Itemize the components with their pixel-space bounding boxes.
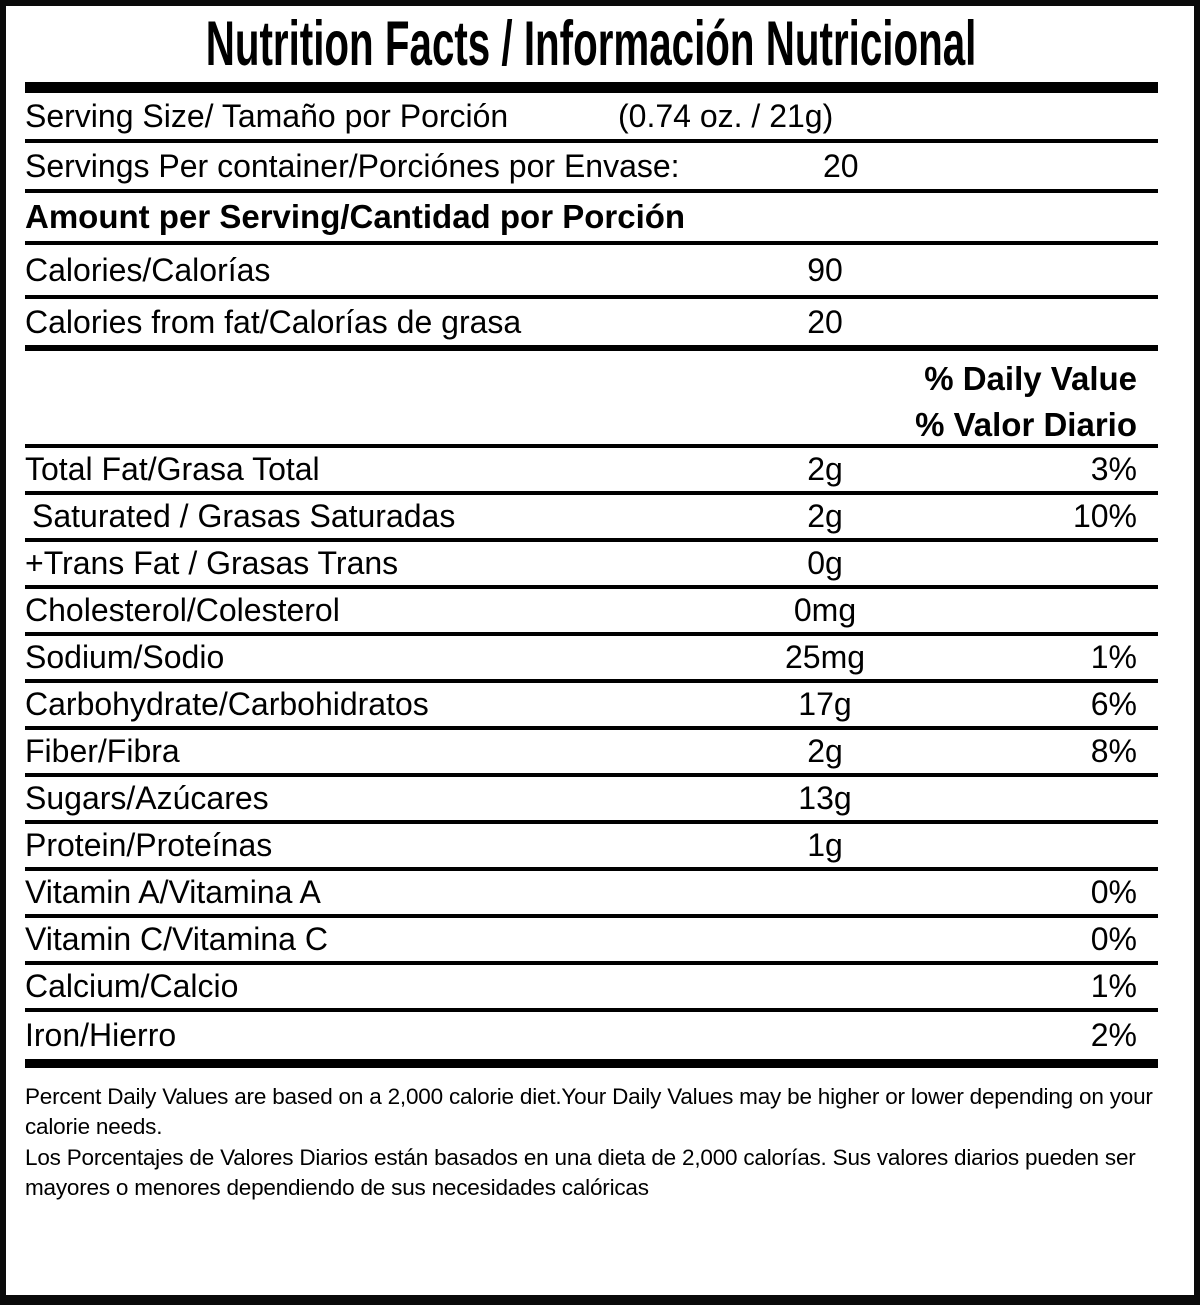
calories-label: Calories/Calorías [25, 251, 271, 288]
nutrient-daily-value: 1% [1090, 968, 1137, 1004]
nutrient-label: Saturated / Grasas Saturadas [32, 498, 456, 534]
nutrient-amount: 0mg [793, 592, 857, 628]
nutrient-row-fiber [25, 730, 1158, 777]
nutrient-amount: 13g [798, 780, 852, 816]
nutrient-row-trans-fat [25, 542, 1158, 589]
calories-row [25, 245, 1158, 299]
nutrient-row-total-fat [25, 448, 1158, 495]
nutrient-amount: 2g [807, 733, 843, 769]
nutrient-row-saturated-fat [25, 495, 1158, 542]
nutrient-daily-value: 10% [1072, 498, 1137, 534]
nutrient-label: +Trans Fat / Grasas Trans [25, 545, 399, 581]
nutrient-amount: 17g [798, 686, 852, 722]
header-divider-bar [25, 82, 1158, 93]
calories-from-fat-row [25, 299, 1158, 351]
nutrient-row-calcium [25, 965, 1158, 1012]
nutrient-daily-value: 0% [1090, 874, 1137, 910]
nutrient-amount: 25mg [784, 639, 866, 675]
daily-value-heading-en: % Daily Value [924, 359, 1137, 397]
nutrient-row-cholesterol [25, 589, 1158, 636]
serving-size-label: Serving Size/ Tamaño por Porción [25, 97, 509, 134]
nutrient-daily-value: 3% [1090, 451, 1137, 487]
nutrient-label: Total Fat/Grasa Total [25, 451, 320, 487]
nutrient-row-iron [25, 1012, 1158, 1059]
nutrient-row-sodium [25, 636, 1158, 683]
nutrient-row-vitamin-c [25, 918, 1158, 965]
daily-value-heading-es-row [25, 406, 1158, 448]
servings-per-container-row [25, 143, 1158, 193]
nutrient-daily-value: 2% [1090, 1017, 1137, 1053]
nutrient-label: Vitamin A/Vitamina A [25, 874, 321, 910]
amount-per-serving-heading-row [25, 193, 1158, 245]
daily-value-heading-es: % Valor Diario [915, 406, 1137, 443]
nutrient-amount: 2g [807, 498, 843, 534]
calories-from-fat-value: 20 [807, 303, 843, 340]
nutrient-daily-value: 8% [1090, 733, 1137, 769]
nutrient-row-protein [25, 824, 1158, 871]
servings-per-container-label: Servings Per container/Porciónes por Envase: [25, 147, 680, 184]
nutrient-label: Sodium/Sodio [25, 639, 225, 675]
nutrient-row-carbohydrate [25, 683, 1158, 730]
servings-per-container-value: 20 [823, 147, 859, 184]
nutrient-amount: 2g [807, 451, 843, 487]
nutrient-amount: 1g [807, 827, 843, 863]
footnote-english: Percent Daily Values are based on a 2,000 calorie diet.Your Daily Values may be higher or lower depending on your calorie needs. [25, 1084, 1153, 1140]
label-header [25, 6, 1158, 82]
nutrient-label: Vitamin C/Vitamina C [25, 921, 328, 957]
calories-from-fat-label: Calories from fat/Calorías de grasa [25, 303, 522, 340]
nutrient-daily-value: 1% [1090, 639, 1137, 675]
nutrient-row-sugars [25, 777, 1158, 824]
calories-value: 90 [807, 251, 843, 288]
footnote [25, 1082, 1158, 1204]
nutrient-label: Protein/Proteínas [25, 827, 273, 863]
nutrient-label: Cholesterol/Colesterol [25, 592, 340, 628]
serving-size-value: (0.74 oz. / 21g) [618, 97, 834, 134]
nutrient-label: Fiber/Fibra [25, 733, 180, 769]
nutrient-label: Calcium/Calcio [25, 968, 239, 1004]
nutrient-row-vitamin-a [25, 871, 1158, 918]
nutrient-daily-value: 0% [1090, 921, 1137, 957]
label-title: Nutrition Facts / Información Nutricional [206, 9, 977, 79]
amount-per-serving-heading: Amount per Serving/Cantidad por Porción [25, 198, 686, 235]
nutrient-label: Iron/Hierro [25, 1017, 177, 1053]
daily-value-heading-en-row [25, 351, 1158, 406]
nutrient-label: Carbohydrate/Carbohidratos [25, 686, 429, 722]
nutrient-amount: 0g [807, 545, 843, 581]
nutrient-daily-value: 6% [1090, 686, 1137, 722]
serving-size-row [25, 93, 1158, 143]
footnote-spanish: Los Porcentajes de Valores Diarios están basados en una dieta de 2,000 calorías. Sus valores diarios pueden ser mayores o menores dependiendo de sus necesidades calóricas [25, 1144, 1136, 1201]
footer-divider-bar [25, 1059, 1158, 1068]
nutrient-label: Sugars/Azúcares [25, 780, 269, 816]
